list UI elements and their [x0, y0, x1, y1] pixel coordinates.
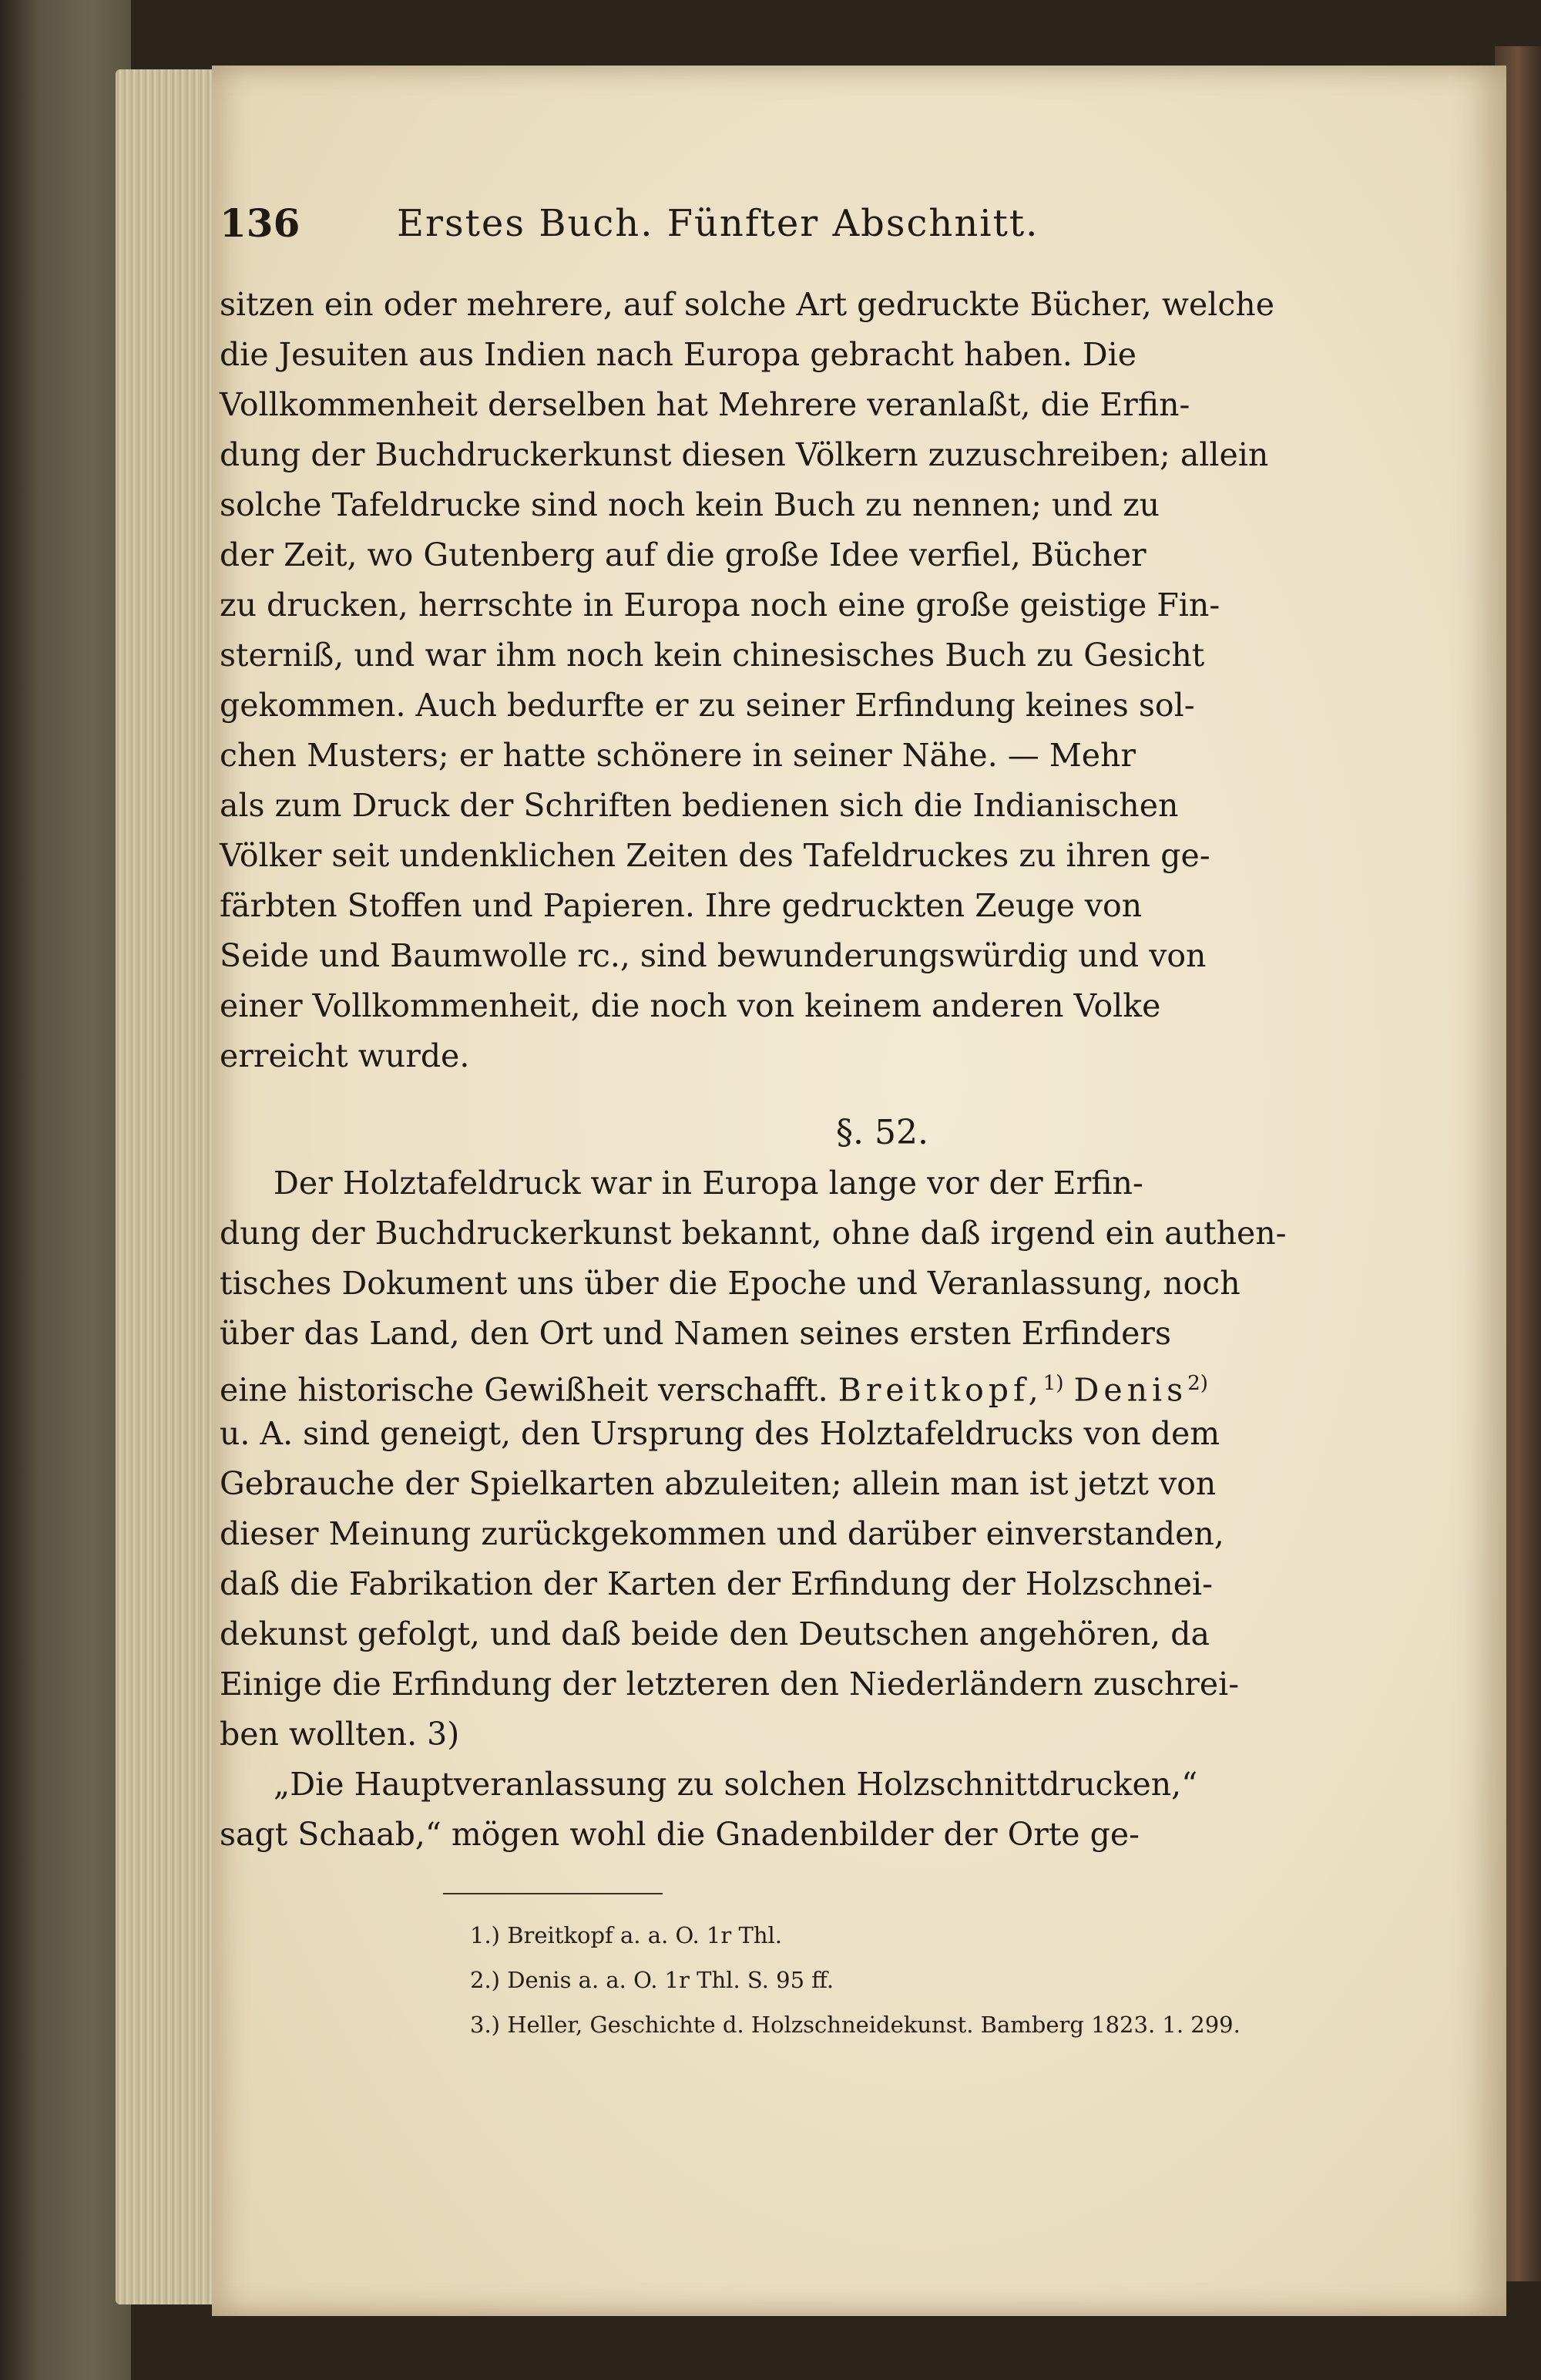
body-line: erreicht wurde. — [220, 1037, 470, 1074]
body-line: Einige die Erfindung der letzteren den Niederländern zuschrei- — [220, 1666, 1240, 1703]
running-head: Erstes Buch. Fünfter Abschnitt. — [397, 202, 1039, 245]
page-header — [220, 200, 1237, 254]
author-name: Denis — [1073, 1371, 1188, 1409]
body-line: dung der Buchdruckerkunst bekannt, ohne daß irgend ein authen- — [220, 1215, 1287, 1252]
footnote: 1.) Breitkopf a. a. O. 1r Thl. — [470, 1922, 783, 1948]
body-line — [220, 1360, 1208, 1414]
body-line: gekommen. Auch bedurfte er zu seiner Erfindung keines sol- — [220, 687, 1195, 724]
page-edges — [116, 69, 223, 2304]
body-line: u. A. sind geneigt, den Ursprung des Holztafeldrucks von dem — [220, 1415, 1220, 1452]
body-line: sagt Schaab,“ mögen wohl die Gnadenbilder der Orte ge- — [220, 1816, 1140, 1853]
section-heading: §. 52. — [836, 1113, 928, 1152]
body-line: chen Musters; er hatte schönere in seiner Nähe. — Mehr — [220, 737, 1136, 774]
body-line: einer Vollkommenheit, die noch von keinem anderen Volke — [220, 987, 1161, 1024]
body-line: Vollkommenheit derselben hat Mehrere veranlaßt, die Erfin- — [220, 386, 1190, 423]
footnote-rule — [443, 1893, 663, 1894]
body-line: ben wollten. 3) — [220, 1716, 460, 1753]
footnote-ref: 1) — [1042, 1372, 1064, 1395]
body-line: zu drucken, herrschte in Europa noch eine große geistige Fin- — [220, 587, 1220, 624]
body-line: über das Land, den Ort und Namen seines ersten Erfinders — [220, 1315, 1172, 1352]
body-line: färbten Stoffen und Papieren. Ihre gedruckten Zeuge von — [220, 887, 1143, 924]
body-line: Seide und Baumwolle rc., sind bewunderungswürdig und von — [220, 937, 1207, 974]
author-name: Breitkopf, — [838, 1371, 1043, 1409]
body-line: Völker seit undenklichen Zeiten des Tafeldruckes zu ihren ge- — [220, 837, 1210, 874]
body-line: dieser Meinung zurückgekommen und darüber einverstanden, — [220, 1515, 1224, 1552]
body-line: Der Holztafeldruck war in Europa lange vor der Erfin- — [274, 1165, 1143, 1202]
body-line: solche Tafeldrucke sind noch kein Buch zu nennen; und zu — [220, 486, 1160, 523]
body-line: sitzen ein oder mehrere, auf solche Art gedruckte Bücher, welche — [220, 286, 1274, 323]
footnote: 2.) Denis a. a. O. 1r Thl. S. 95 ff. — [470, 1967, 834, 1993]
body-line: der Zeit, wo Gutenberg auf die große Idee verfiel, Bücher — [220, 536, 1147, 573]
body-line: dung der Buchdruckerkunst diesen Völkern zuzuschreiben; allein — [220, 436, 1269, 473]
footnote-ref: 2) — [1187, 1372, 1208, 1395]
body-line: als zum Druck der Schriften bedienen sich die Indianischen — [220, 787, 1179, 824]
body-line: „Die Hauptveranlassung zu solchen Holzschnittdrucken,“ — [274, 1766, 1198, 1803]
body-line: tisches Dokument uns über die Epoche und Veranlassung, noch — [220, 1265, 1241, 1302]
book-cover-left — [0, 0, 131, 2380]
body-line: daß die Fabrikation der Karten der Erfindung der Holzschnei- — [220, 1565, 1213, 1602]
body-line: dekunst gefolgt, und daß beide den Deutschen angehören, da — [220, 1615, 1210, 1652]
footnote: 3.) Heller, Geschichte d. Holzschneidekunst. Bamberg 1823. 1. 299. — [470, 2012, 1241, 2038]
body-line: Gebrauche der Spielkarten abzuleiten; allein man ist jetzt von — [220, 1465, 1217, 1502]
body-line: sterniß, und war ihm noch kein chinesisches Buch zu Gesicht — [220, 637, 1205, 674]
body-line: die Jesuiten aus Indien nach Europa gebracht haben. Die — [220, 336, 1137, 373]
body-text: eine historische Gewißheit verschafft. — [220, 1371, 828, 1409]
page-number: 136 — [220, 200, 300, 246]
